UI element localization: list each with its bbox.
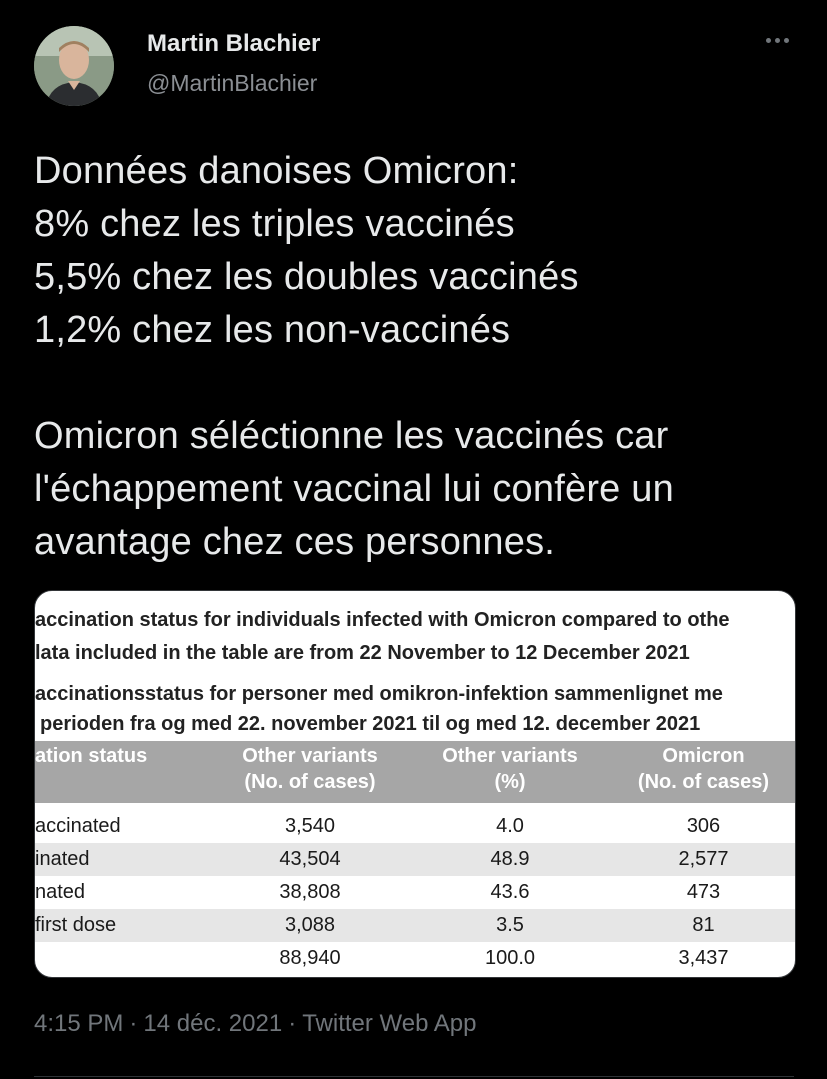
column-header-other-percent: Other variants (%) [442, 745, 578, 793]
table-row [35, 843, 796, 876]
table-row [35, 876, 796, 909]
table-cell: accinated [35, 815, 121, 837]
table-cell: inated [35, 848, 90, 870]
table-cell: 43,504 [279, 848, 341, 870]
more-options-icon[interactable] [760, 28, 794, 52]
tweet-metadata [34, 1010, 477, 1038]
tweet-text: Données danoises Omicron: 8% chez les triples vaccinés 5,5% chez les doubles vaccinés 1,2% chez les non-vaccinés Omicron séléctionne les vaccinés car l'échappement vaccinal lui confère un avantage chez ces personnes. [34, 150, 674, 563]
author-handle[interactable]: @MartinBlachier [147, 70, 318, 96]
table-cell: 2,577 [678, 848, 729, 870]
table-row [35, 810, 796, 843]
table-title-english: accination status for individuals infected with Omicron compared to othe [35, 609, 730, 631]
table-cell: 306 [686, 815, 721, 837]
table-row [35, 909, 796, 942]
table-row-total [35, 942, 796, 975]
avatar-photo [34, 26, 114, 106]
table-cell [35, 942, 210, 975]
tweet-time[interactable]: 4:15 PM [34, 1010, 124, 1037]
table-cell: 88,940 [279, 947, 341, 969]
table-cell: 4.0 [496, 815, 524, 837]
tweet-date[interactable]: 14 déc. 2021 [143, 1010, 283, 1037]
table-cell: 473 [686, 881, 721, 903]
table-cell: 3.5 [496, 914, 524, 936]
table-cell: first dose [35, 914, 117, 936]
table-cell: 38,808 [279, 881, 341, 903]
column-header-other-cases: Other variants (No. of cases) [242, 745, 378, 793]
more-dot [766, 38, 771, 43]
author-name[interactable]: Martin Blachier [147, 30, 321, 57]
table-subtitle-english: lata included in the table are from 22 November to 12 December 2021 [35, 642, 690, 664]
table-cell: 43.6 [490, 881, 530, 903]
separator: · [288, 1010, 297, 1037]
tweet-header [34, 20, 794, 114]
table-cell: 100.0 [484, 947, 536, 969]
table-cell: 3,540 [284, 815, 336, 837]
table-cell: 81 [692, 914, 715, 936]
table-cell: 3,088 [284, 914, 336, 936]
table-header [35, 741, 796, 803]
separator: · [129, 1010, 138, 1037]
avatar[interactable] [34, 26, 114, 106]
table-cell: 48.9 [490, 848, 530, 870]
divider [34, 1076, 794, 1077]
tweet-image[interactable] [34, 590, 796, 978]
table-title-danish: accinationsstatus for personer med omikron-infektion sammenlignet me [35, 683, 723, 705]
tweet-source[interactable]: Twitter Web App [302, 1010, 477, 1037]
more-dot [784, 38, 789, 43]
table-cell: nated [35, 881, 86, 903]
more-dot [775, 38, 780, 43]
table-subtitle-danish: perioden fra og med 22. november 2021 til og med 12. december 2021 [40, 713, 701, 735]
column-header-omicron-cases: Omicron (No. of cases) [637, 745, 770, 793]
column-header-status: ation status [35, 745, 148, 767]
table-cell: 3,437 [678, 947, 729, 969]
